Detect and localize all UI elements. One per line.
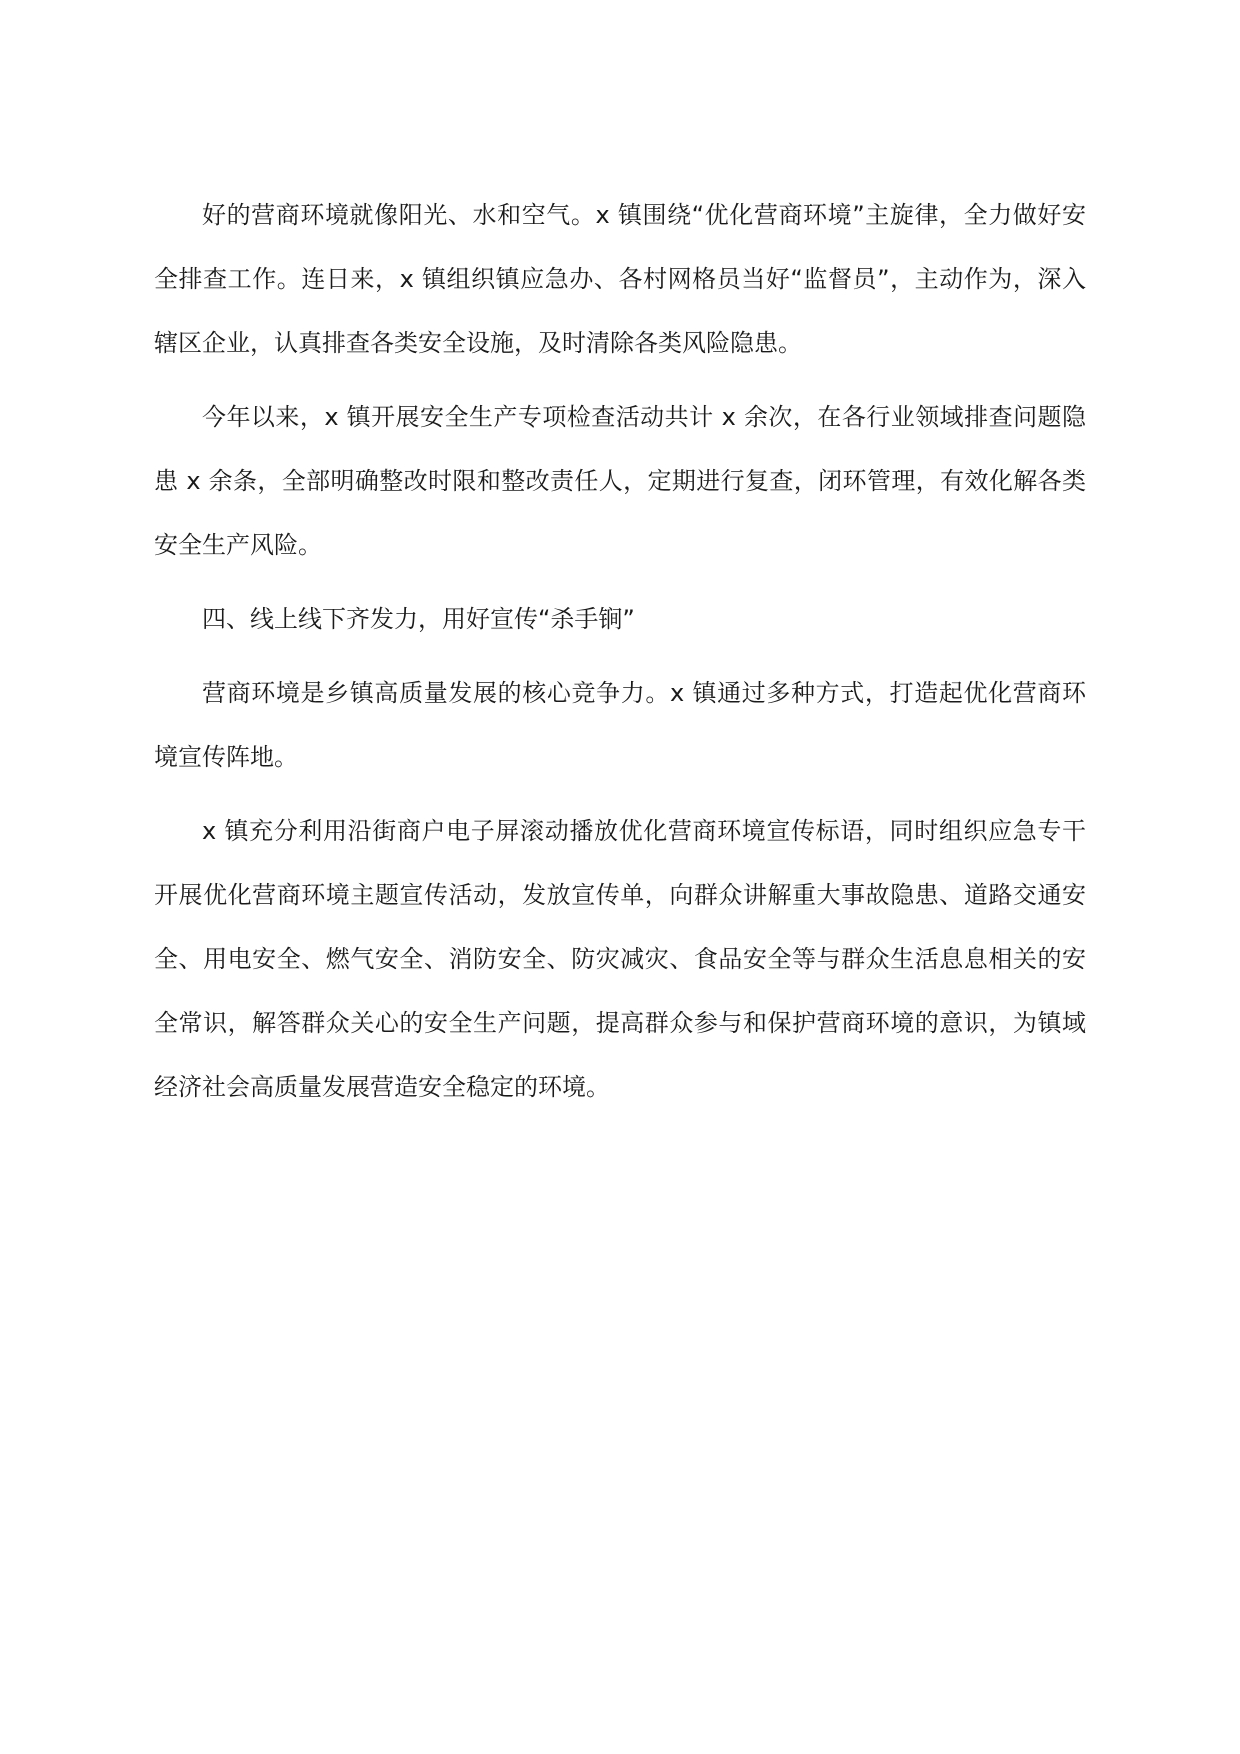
paragraph-business-environment: 营商环境是乡镇高质量发展的核心竞争力。x 镇通过多种方式，打造起优化营商环境宣传阵地。 — [154, 679, 1086, 771]
section-heading-publicity: 四、线上线下齐发力，用好宣传“杀手锏” — [202, 605, 635, 633]
document-body — [154, 183, 1086, 1119]
paragraph-safety-inspection: 好的营商环境就像阳光、水和空气。x 镇围绕“优化营商环境”主旋律，全力做好安全排查工作。连日来，x 镇组织镇应急办、各村网格员当好“监督员”，主动作为，深入辖区企业，认真排查各类安全设施，及时清除各类风险隐患。 — [154, 201, 1086, 357]
paragraph-inspection-results: 今年以来，x 镇开展安全生产专项检查活动共计 x 余次，在各行业领域排查问题隐患 x 余条，全部明确整改时限和整改责任人，定期进行复查，闭环管理，有效化解各类安全生产风险。 — [154, 403, 1086, 559]
paragraph-publicity-activities: x 镇充分利用沿街商户电子屏滚动播放优化营商环境宣传标语，同时组织应急专干开展优化营商环境主题宣传活动，发放宣传单，向群众讲解重大事故隐患、道路交通安全、用电安全、燃气安全、消防安全、防灾减灾、食品安全等与群众生活息息相关的安全常识，解答群众关心的安全生产问题，提高群众参与和保护营商环境的意识，为镇域经济社会高质量发展营造安全稳定的环境。 — [154, 817, 1086, 1101]
